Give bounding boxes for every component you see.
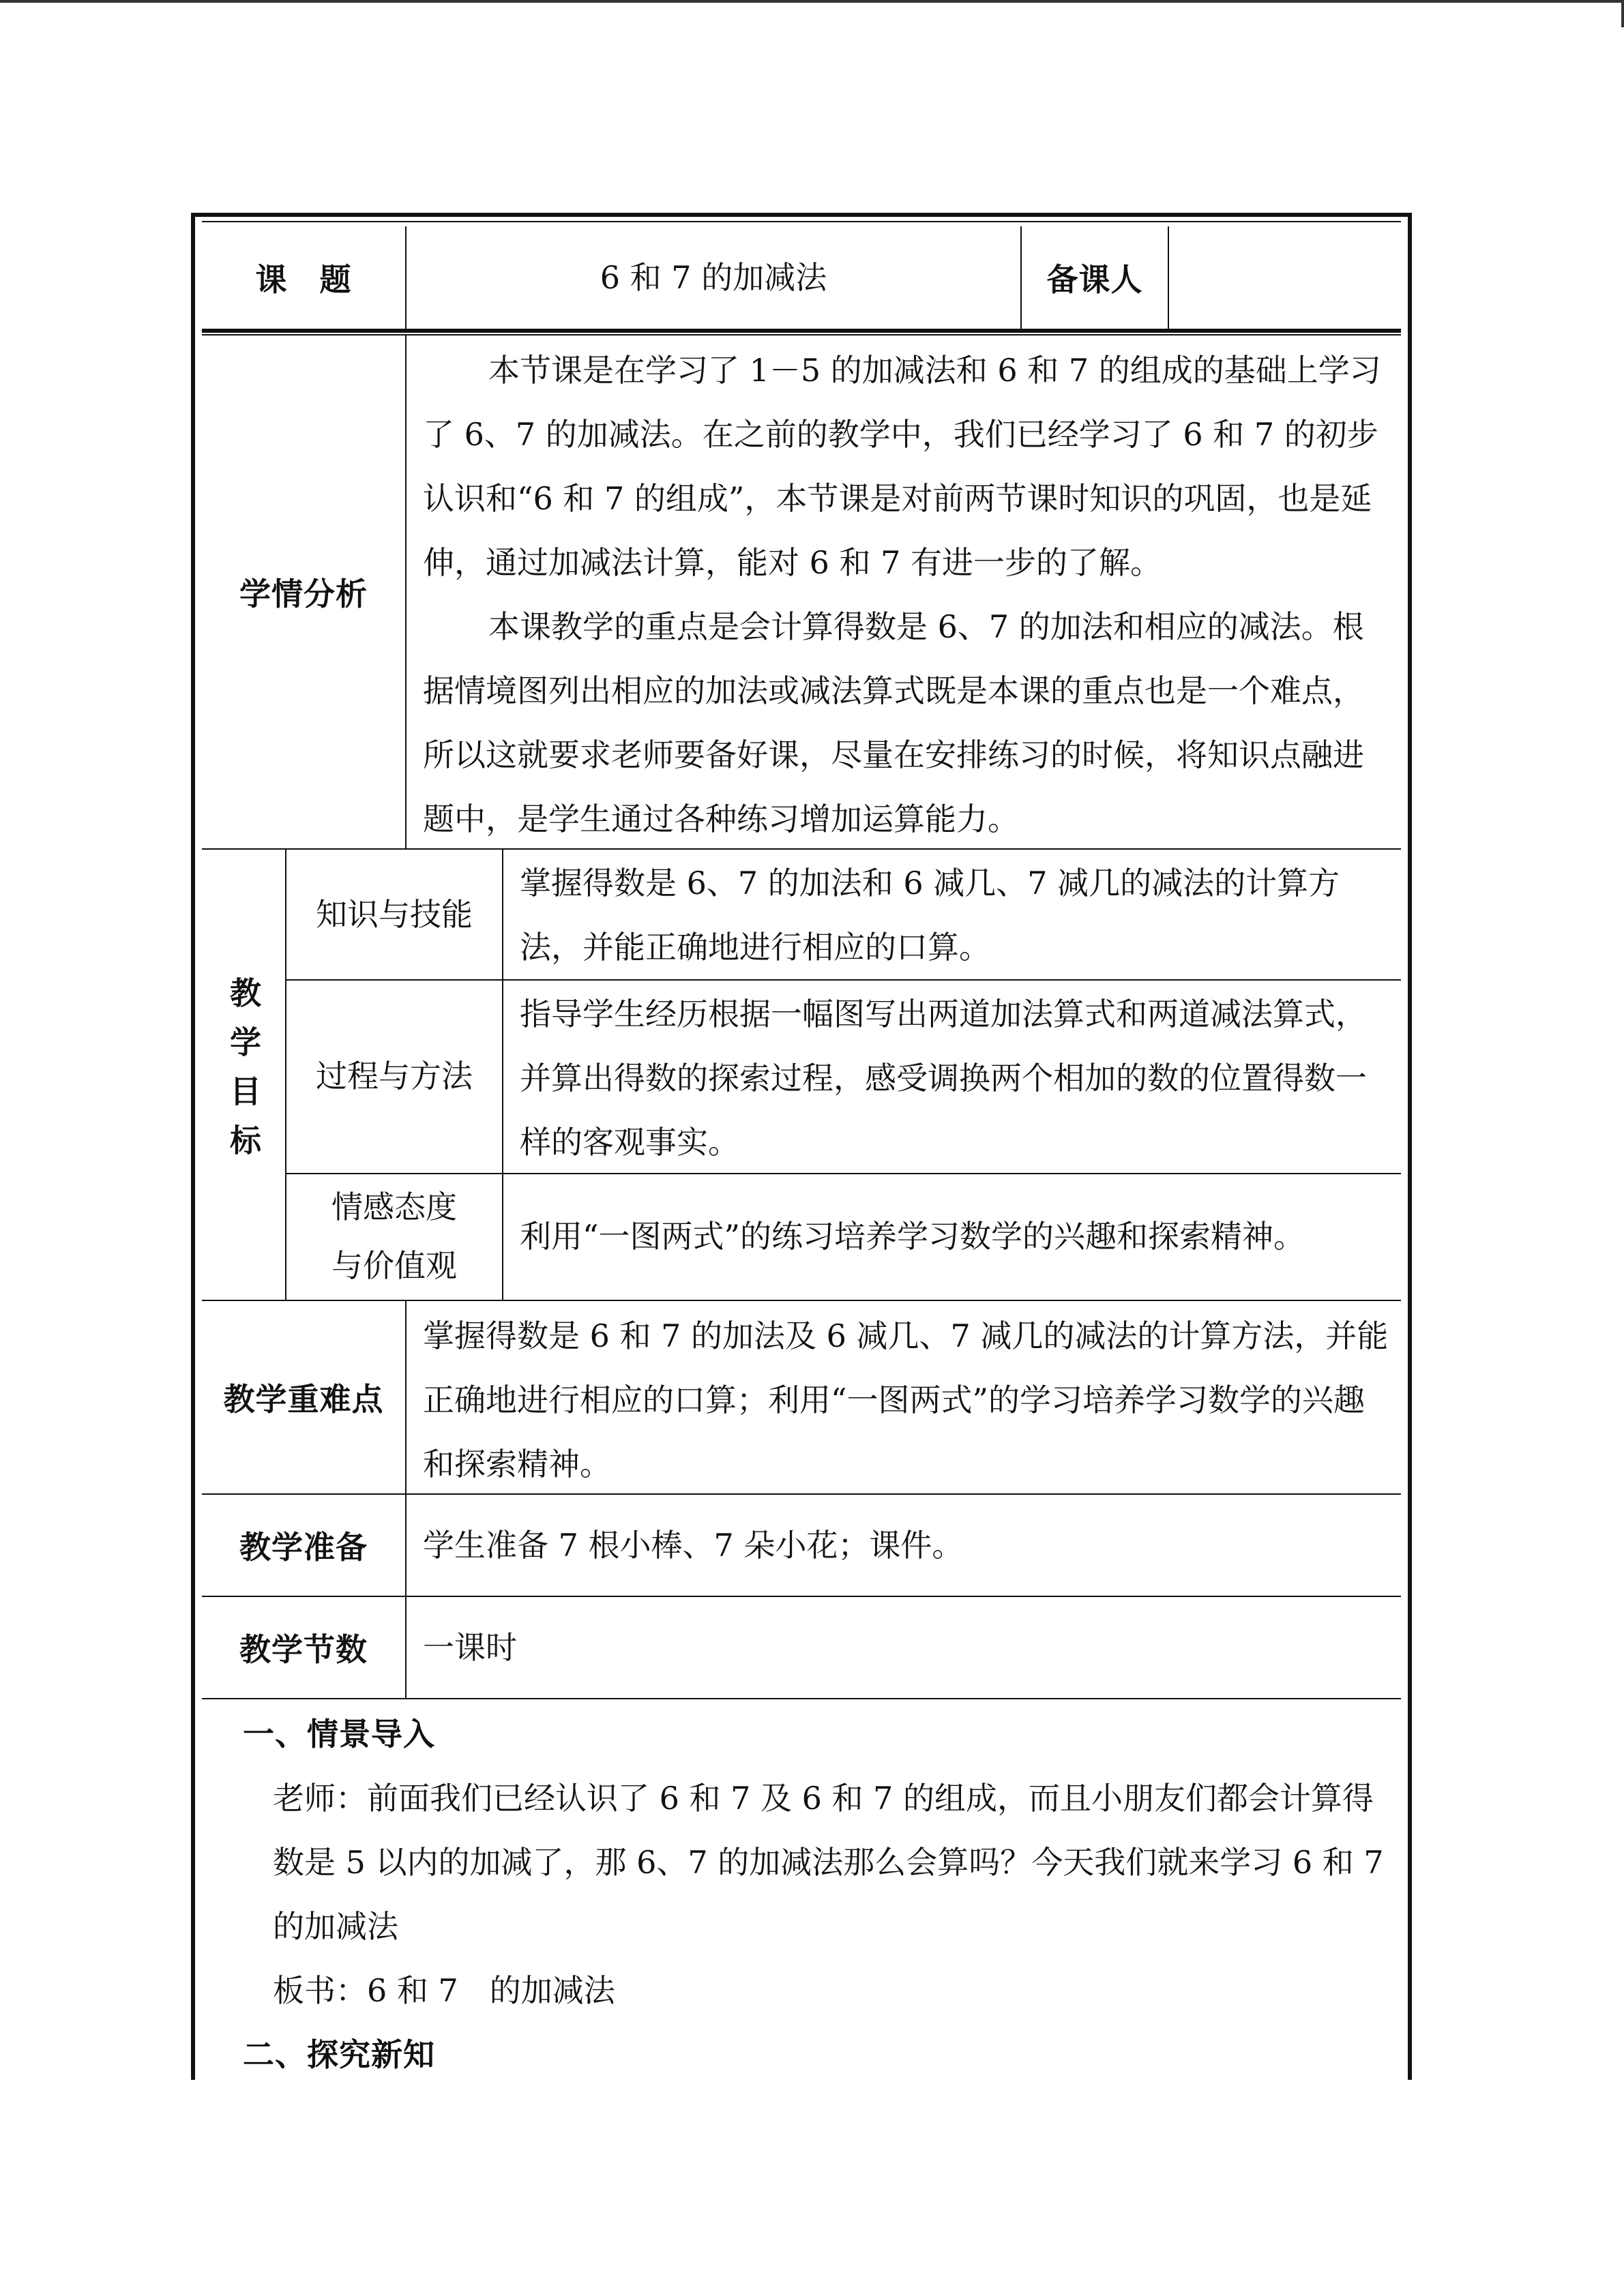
goal-knowledge-text-cell <box>503 850 1401 979</box>
topic-label: 课 题 <box>255 261 352 298</box>
goal-row-attitude <box>286 1173 1401 1300</box>
goal-attitude-label-cell <box>286 1173 503 1300</box>
key-points-label: 教学重难点 <box>223 1381 384 1418</box>
table-inner-top-rule <box>202 221 1401 222</box>
goal-process-text-cell <box>503 979 1401 1173</box>
goal-row-process <box>286 979 1401 1174</box>
goal-knowledge-text: 掌握得数是 6、7 的加法和 6 减几、7 减几的减法的计算方法，并能正确地进行相应的口算。 <box>520 865 1340 966</box>
goals-block <box>202 850 1401 1301</box>
key-points-text-cell <box>407 1301 1401 1493</box>
goal-attitude-label: 情感态度与价值观 <box>331 1189 457 1284</box>
key-points-label-cell <box>202 1301 407 1493</box>
preparation-label: 教学准备 <box>239 1529 368 1566</box>
goal-row-knowledge <box>286 850 1401 981</box>
analysis-label: 学情分析 <box>239 576 368 612</box>
topic-value: 6 和 7 的加减法 <box>600 259 827 296</box>
periods-row <box>202 1597 1401 1699</box>
preparation-text-cell <box>407 1495 1401 1596</box>
section1-text: 老师：前面我们已经认识了 6 和 7 及 6 和 7 的组成，而且小朋友们都会计算得数是 5 以内的加减了，那 6、7 的加减法那么会算吗？今天我们就来学习 6 和 7 的加减法 <box>273 1780 1384 1945</box>
preparer-label: 备课人 <box>1046 261 1143 298</box>
goal-process-label: 过程与方法 <box>316 1058 473 1094</box>
periods-label-cell <box>202 1597 407 1698</box>
preparation-row <box>202 1495 1401 1597</box>
goal-knowledge-label: 知识与技能 <box>316 896 473 933</box>
analysis-content-cell <box>407 336 1401 848</box>
page-right-edge <box>1621 0 1624 27</box>
analysis-paragraph-1: 本节课是在学习了 1－5 的加减法和 6 和 7 的组成的基础上学习了 6、7 的加减法。在之前的教学中，我们已经学习了 6 和 7 的初步认识和“6 和 7 的组成”，本节课是对前两节课时知识的巩固，也是延伸，通过加减法计算，能对 6 和 7 有进一步的了解。 <box>423 352 1381 581</box>
goal-process-label-cell <box>286 979 503 1173</box>
periods-text: 一课时 <box>423 1629 517 1666</box>
periods-text-cell <box>407 1597 1401 1698</box>
page-top-border <box>0 0 1624 3</box>
periods-label: 教学节数 <box>239 1631 368 1668</box>
section1-title: 一、情景导入 <box>243 1716 435 1753</box>
section2-title: 二、探究新知 <box>243 2036 435 2073</box>
process-section <box>202 1699 1401 2080</box>
goal-knowledge-label-cell <box>286 850 503 979</box>
section1-board: 板书：6 和 7 的加减法 <box>273 1972 615 2009</box>
analysis-label-cell <box>202 336 407 848</box>
key-points-row <box>202 1301 1401 1495</box>
analysis-paragraph-2: 本课教学的重点是会计算得数是 6、7 的加法和相应的减法。根据情境图列出相应的加法或减法算式既是本课的重点也是一个难点，所以这就要求老师要备好课，尽量在安排练习的时候，将知识点融进题中，是学生通过各种练习增加运算能力。 <box>423 608 1364 837</box>
preparation-label-cell <box>202 1495 407 1596</box>
lesson-plan-table <box>191 213 1412 2080</box>
header-row <box>202 226 1401 329</box>
preparer-value-cell <box>1169 226 1401 329</box>
goals-label-cell <box>202 850 286 1300</box>
preparation-text: 学生准备 7 根小棒、7 朵小花；课件。 <box>423 1527 964 1564</box>
goal-process-text: 指导学生经历根据一幅图写出两道加法算式和两道减法算式，并算出得数的探索过程，感受调换两个相加的数的位置得数一样的客观事实。 <box>520 996 1367 1161</box>
topic-label-cell <box>202 226 407 329</box>
preparer-label-cell <box>1022 226 1169 329</box>
analysis-row <box>202 336 1401 850</box>
goals-label: 教学目标 <box>225 976 262 1173</box>
topic-value-cell <box>407 226 1022 329</box>
goal-attitude-text-cell <box>503 1173 1401 1300</box>
header-separator <box>202 329 1401 333</box>
goal-attitude-text: 利用“一图两式”的练习培养学习数学的兴趣和探索精神。 <box>520 1218 1305 1255</box>
key-points-text: 掌握得数是 6 和 7 的加法及 6 减几、7 减几的减法的计算方法，并能正确地进行相应的口算；利用“一图两式”的学习培养学习数学的兴趣和探索精神。 <box>423 1317 1389 1482</box>
